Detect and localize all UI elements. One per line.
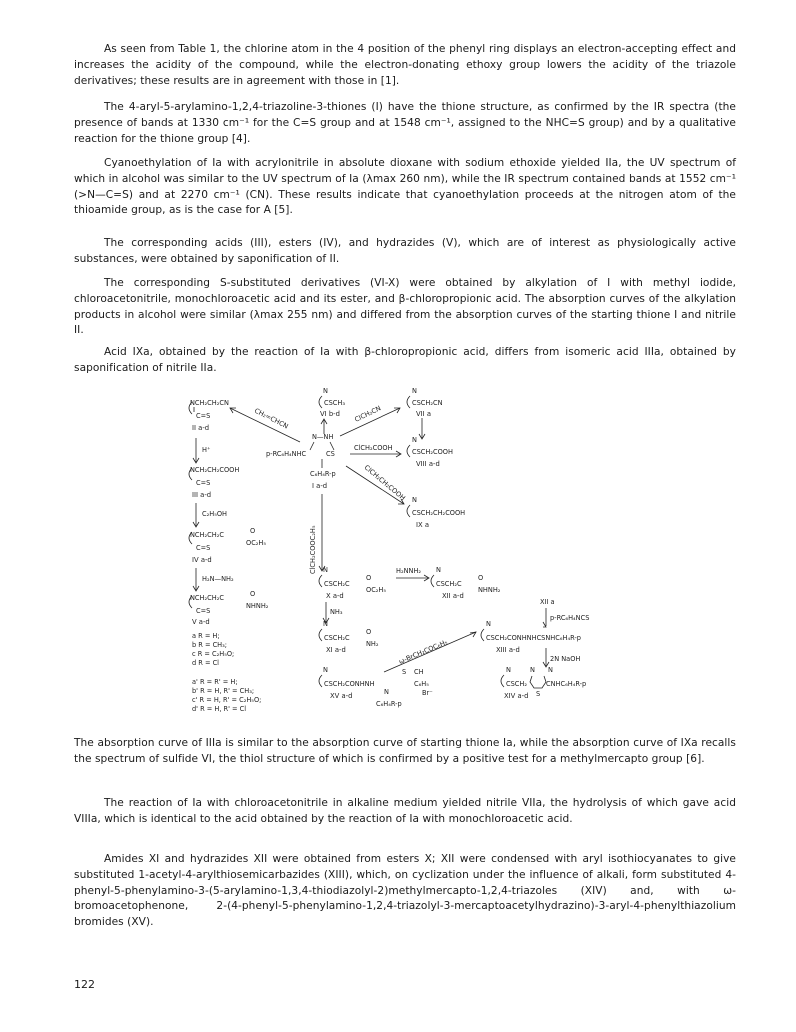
svg-text:Br⁻: Br⁻ — [422, 689, 433, 697]
svg-text:C₆H₅: C₆H₅ — [414, 680, 429, 688]
svg-text:CS: CS — [326, 450, 335, 458]
ring-atom-n: N — [412, 387, 417, 395]
ring-atom-o: O — [250, 590, 256, 598]
svg-text:NHNH₂: NHNH₂ — [246, 602, 269, 610]
svg-text:CSCH₂COOH: CSCH₂COOH — [412, 448, 453, 456]
svg-text:OC₂H₅: OC₂H₅ — [366, 586, 387, 594]
ring-atom-n: N — [323, 620, 328, 628]
reagent-ammonia: NH₃ — [330, 608, 343, 616]
ring-atom-n: N — [323, 387, 328, 395]
svg-text:CSCH₂CH₂COOH: CSCH₂CH₂COOH — [412, 509, 466, 517]
svg-text:VII a: VII a — [416, 410, 431, 418]
ring-atom-n: N — [384, 688, 389, 696]
svg-text:CSCH₃: CSCH₃ — [324, 399, 345, 407]
paragraph-7: The absorption curve of IIIa is similar to the absorption curve of starting thione Ia, while the absorption curve of IXa recalls the spectrum of sulfide VI, the thiol structure of which is confirmed by a positive test for a methylmercapto group [6]. — [74, 737, 736, 765]
ring-atom-n: N — [436, 566, 441, 574]
reagent-ethyl-chloroacetate: ClCH₂COOC₂H₅ — [309, 525, 317, 574]
reagent-ethanol: C₂H₅OH — [202, 510, 227, 518]
svg-text:N—NH: N—NH — [312, 433, 334, 441]
compound-XIII — [481, 620, 581, 654]
reagent-h-plus: H⁺ — [202, 446, 211, 454]
reagent-chloroacetonitrile: ClCH₂CN — [353, 404, 383, 424]
svg-text:V a-d: V a-d — [192, 618, 210, 626]
ring-atom-n: N — [412, 496, 417, 504]
ring-atom-n: N — [548, 666, 553, 674]
compound-IV — [189, 527, 266, 564]
svg-text:d R = Cl: d R = Cl — [192, 659, 220, 667]
ring-atom-s: S — [536, 690, 541, 698]
compound-VIII — [407, 436, 453, 468]
ring-atom-n: N — [323, 666, 328, 674]
compound-XI — [319, 620, 379, 654]
reagent-isothiocyanate: p-RC₆H₄NCS — [550, 614, 590, 622]
reagent-acrylonitrile: CH₂=CHCN — [253, 406, 290, 431]
svg-text:XIV a-d: XIV a-d — [504, 692, 529, 700]
compound-IX — [407, 496, 465, 529]
svg-text:C₆H₄R-p: C₆H₄R-p — [376, 700, 402, 708]
svg-text:OC₂H₅: OC₂H₅ — [246, 539, 267, 547]
substituent-legend — [192, 632, 261, 713]
svg-text:XII a-d: XII a-d — [442, 592, 464, 600]
svg-text:II a-d: II a-d — [192, 424, 210, 432]
ring-atom-o: O — [250, 527, 256, 535]
svg-text:NCH₂CH₂COOH: NCH₂CH₂COOH — [190, 466, 240, 474]
svg-text:NCH₂CH₂C: NCH₂CH₂C — [190, 594, 224, 602]
svg-text:CSCH₂CONHNHCSNHC₆H₄R-p: CSCH₂CONHNHCSNHC₆H₄R-p — [486, 634, 581, 642]
svg-text:CNHC₆H₄R-p: CNHC₆H₄R-p — [546, 680, 587, 688]
ring-atom-n: N — [323, 566, 328, 574]
reagent-hydrazine-2: H₂NNH₂ — [396, 567, 422, 575]
svg-text:p-RC₆H₄NHC: p-RC₆H₄NHC — [266, 450, 307, 458]
svg-text:CSCH₂CN: CSCH₂CN — [412, 399, 443, 407]
compound-XII-a: XII a — [540, 598, 555, 606]
svg-text:a R = H;: a R = H; — [192, 632, 220, 640]
compound-XV — [319, 666, 433, 708]
reagent-bromoacetophenone: ω-BrCH₂COC₆H₅ — [397, 638, 449, 666]
svg-text:C₆H₄R-p: C₆H₄R-p — [310, 470, 336, 478]
svg-text:VI b-d: VI b-d — [320, 410, 340, 418]
reaction-scheme — [160, 382, 660, 727]
svg-text:XV a-d: XV a-d — [330, 692, 353, 700]
compound-III — [189, 466, 239, 499]
svg-text:CSCH₂CONHNH: CSCH₂CONHNH — [324, 680, 375, 688]
paragraph-3: Cyanoethylation of Ia with acrylonitrile in absolute dioxane with sodium ethoxide yielded IIa, the UV spectrum of which in alcohol was similar to the UV spectrum of Ia (λmax 260 nm), while the IR spectrum contained bands at 1552 cm⁻¹ (>N—C=S) and at 2270 cm⁻¹ (CN). These results indicate that cyanoethylation proceeds at the nitrogen atom of the thioamide group, as is the case for A [5]. — [74, 157, 736, 217]
ring-atom-n: N — [412, 436, 417, 444]
compound-VII — [407, 387, 443, 418]
compound-I — [266, 433, 336, 490]
compound-V — [189, 590, 269, 626]
page-number: 122 — [74, 978, 95, 991]
svg-text:C=S: C=S — [196, 607, 211, 615]
svg-text:CSCH₂C: CSCH₂C — [324, 580, 350, 588]
svg-text:CSCH₂: CSCH₂ — [506, 680, 527, 688]
svg-text:IV a-d: IV a-d — [192, 556, 212, 564]
compound-II — [189, 399, 229, 432]
svg-text:CH: CH — [414, 668, 424, 676]
ring-atom-n: N — [506, 666, 511, 674]
paragraph-8: The reaction of Ia with chloroacetonitrile in alkaline medium yielded nitrile VIIa, the hydrolysis of which gave acid VIIIa, which is identical to the acid obtained by the reaction of Ia with monochloroacetic acid. — [74, 797, 736, 825]
ring-atom-o: O — [478, 574, 484, 582]
svg-text:C=S: C=S — [196, 412, 211, 420]
reagent-naoh: 2N NaOH — [550, 655, 581, 663]
arrowhead — [543, 622, 546, 627]
svg-text:d' R = H, R' = Cl: d' R = H, R' = Cl — [192, 705, 247, 713]
ring-atom-o: O — [366, 628, 372, 636]
svg-text:III a-d: III a-d — [192, 491, 212, 499]
svg-text:NH₂: NH₂ — [366, 640, 379, 648]
svg-text:I a-d: I a-d — [312, 482, 328, 490]
svg-text:b R = CH₃;: b R = CH₃; — [192, 641, 228, 649]
svg-text:XIII a-d: XIII a-d — [496, 646, 520, 654]
compound-X — [319, 566, 386, 600]
compound-XIV — [501, 666, 586, 700]
paragraph-4: The corresponding acids (III), esters (IV), and hydrazides (V), which are of interest as physiologically active substances, were obtained by saponification of II. — [74, 237, 736, 265]
svg-text:C=S: C=S — [196, 479, 211, 487]
svg-text:CSCH₂C: CSCH₂C — [436, 580, 462, 588]
compound-XII — [431, 566, 501, 600]
ring-atom-n: N — [486, 620, 491, 628]
ring-atom-s: S — [402, 668, 407, 676]
svg-text:IX a: IX a — [416, 521, 429, 529]
svg-text:c' R = H, R' = C₂H₅O;: c' R = H, R' = C₂H₅O; — [192, 696, 262, 704]
svg-text:NCH₂CH₂C: NCH₂CH₂C — [190, 531, 224, 539]
paragraph-2: The 4-aryl-5-arylamino-1,2,4-triazoline-3-thiones (I) have the thione structure, as confirmed by the IR spectra (the presence of bands at 1330 cm⁻¹ for the C=S group and at 1548 cm⁻¹, assigned to the NHC=S group) and by a qualitative reaction for the thione group [4]. — [74, 101, 736, 145]
ring-atom-o: O — [366, 574, 372, 582]
ring-atom-n: N — [530, 666, 535, 674]
svg-text:XI a-d: XI a-d — [326, 646, 346, 654]
reagent-chloroacetic-acid: ClCH₂COOH — [354, 444, 393, 452]
svg-text:C=S: C=S — [196, 544, 211, 552]
svg-text:a' R = R' = H;: a' R = R' = H; — [192, 678, 238, 686]
svg-text:X a-d: X a-d — [326, 592, 344, 600]
svg-text:VIII a-d: VIII a-d — [416, 460, 440, 468]
svg-text:NHNH₂: NHNH₂ — [478, 586, 501, 594]
svg-text:c R = C₂H₅O;: c R = C₂H₅O; — [192, 650, 235, 658]
svg-text:CSCH₂C: CSCH₂C — [324, 634, 350, 642]
paragraph-1: As seen from Table 1, the chlorine atom in the 4 position of the phenyl ring displays an electron-accepting effect and increases the acidity of the compound, while the electron-donating ethoxy group lowers the acidity of the triazole derivatives; these results are in agreement with those in [1]. — [74, 43, 736, 87]
compound-VI — [319, 387, 345, 418]
svg-text:NCH₂CH₂CN: NCH₂CH₂CN — [190, 399, 229, 407]
paragraph-5: The corresponding S-substituted derivatives (VI-X) were obtained by alkylation of I with methyl iodide, chloroacetonitrile, monochloroacetic acid and its ester, and β-chloropropionic acid. The absorption curves of the alkylation products in alcohol were similar (λmax 255 nm) and differed from the absorption curves of the starting thione I and nitrile II. — [74, 277, 736, 337]
reagent-hydrazine: H₂N—NH₂ — [202, 575, 234, 583]
svg-text:b' R = H, R' = CH₃;: b' R = H, R' = CH₃; — [192, 687, 255, 695]
paragraph-9: Amides XI and hydrazides XII were obtained from esters X; XII were condensed with aryl isothiocyanates to give substituted 1-acetyl-4-arylthiosemicarbazides (XIII), which, on cyclization under the influence of alkali, form substituted 4-phenyl-5-phenylamino-3-(5-arylamino-1,3,4-thiodiazolyl-2)methylmercapto-1,2,4-triazoles (XIV) and, with ω-bromoacetophenone, 2-(4-phenyl-5-phenylamino-1,2,4-triazolyl-3-mercaptoacetylhydrazino)-3-aryl-4-phenylthiazolium bromides (XV). — [74, 853, 736, 929]
reagent-chloropropionic-acid: ClCH₂CH₂COOH — [362, 463, 407, 503]
paragraph-6: Acid IXa, obtained by the reaction of Ia with β-chloropropionic acid, differs from isomeric acid IIIa, obtained by saponification of nitrile IIa. — [74, 346, 736, 374]
